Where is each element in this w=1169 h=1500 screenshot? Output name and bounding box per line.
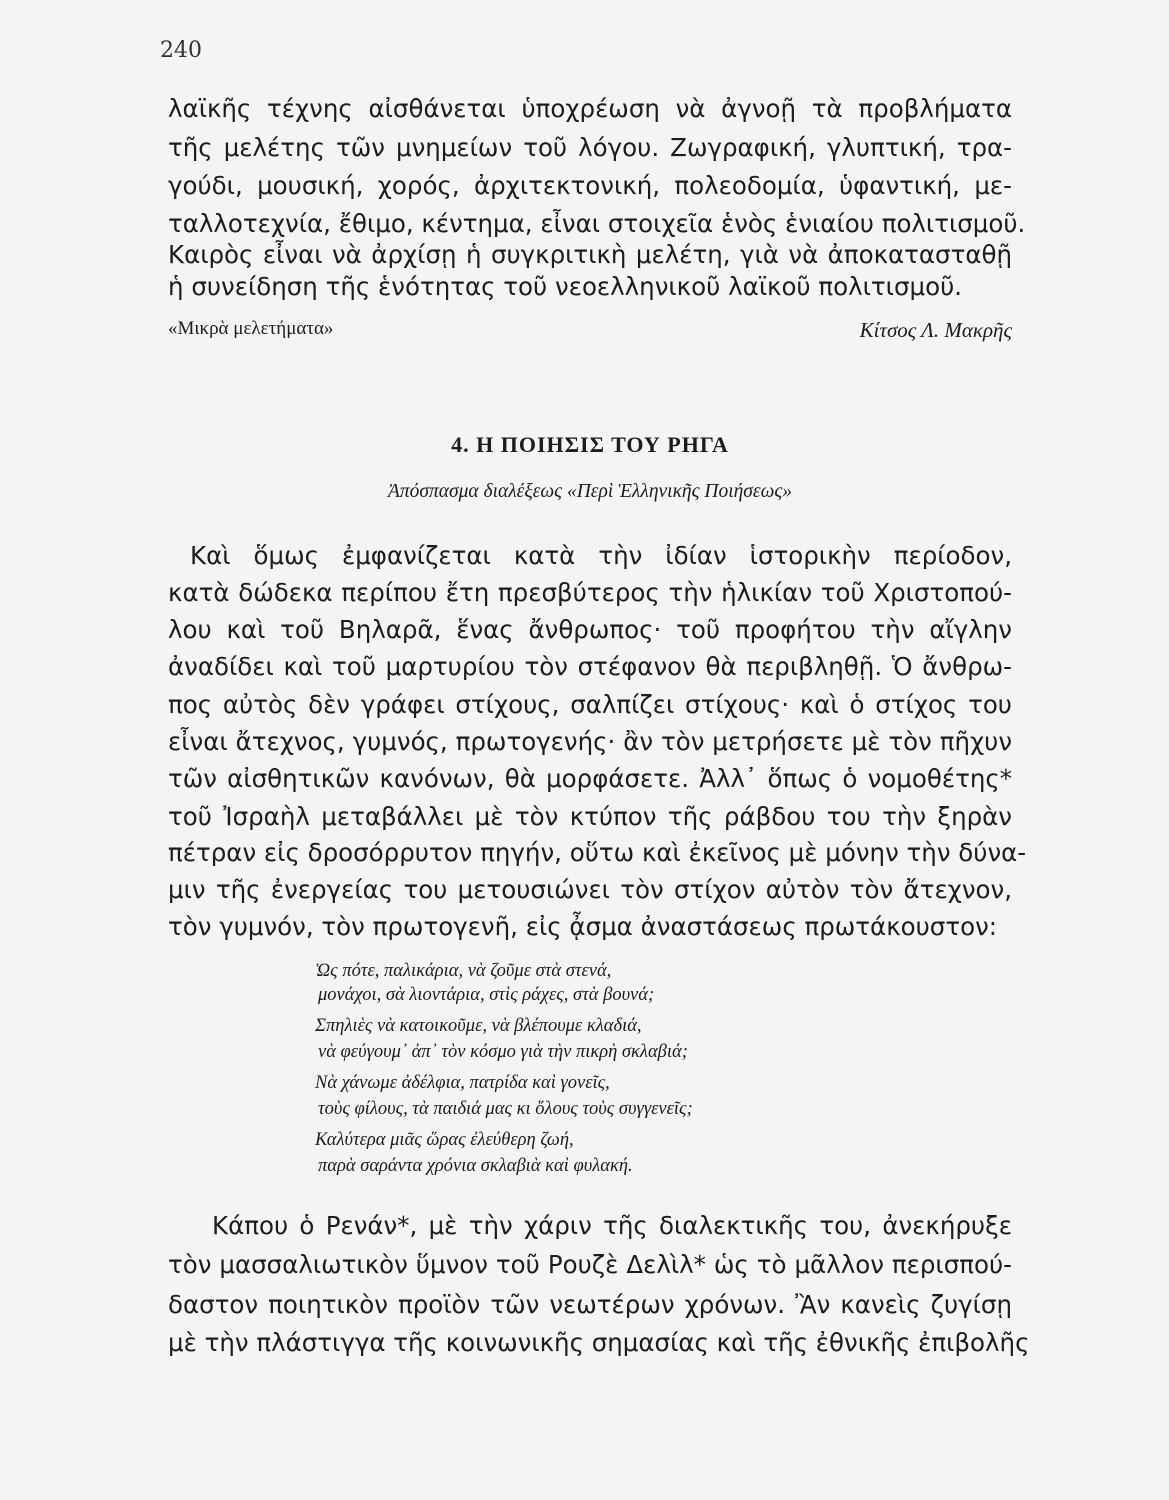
verse-line: Σπηλιὲς νὰ κατοικοῦμε, νὰ βλέπουμε κλαδιά, (315, 1016, 642, 1036)
text-line: γούδι, μουσική, χορός, ἀρχιτεκτονική, πολεοδομία, ὑφαντική, με- (168, 171, 1012, 200)
verse-line: μονάχοι, σὰ λιοντάρια, στὶς ράχες, στὰ βουνά; (318, 985, 655, 1005)
text-line: ἡ συνείδηση τῆς ἑνότητας τοῦ νεοελληνικοῦ λαϊκοῦ πολιτισμοῦ. (168, 272, 963, 301)
excerpt-subtitle: Ἀπόσπασμα διαλέξεως «Περὶ Ἑλληνικῆς Ποιήσεως» (387, 481, 793, 502)
verse-line: παρὰ σαράντα χρόνια σκλαβιὰ καὶ φυλακή. (318, 1156, 633, 1176)
verse-line: νὰ φεύγουμ᾽ ἀπ᾽ τὸν κόσμο γιὰ τὴν πικρὴ σκλαβιά; (318, 1042, 688, 1062)
verse-line: Καλύτερα μιᾶς ὥρας ἐλεύθερη ζωή, (315, 1130, 574, 1150)
text-line: λαϊκῆς τέχνης αἰσθάνεται ὑποχρέωση νὰ ἀγνοῇ τὰ προβλήματα (168, 94, 1012, 123)
text-line: Καιρὸς εἶναι νὰ ἀρχίσῃ ἡ συγκριτικὴ μελέτη, γιὰ νὰ ἀποκατασταθῇ (168, 240, 1012, 269)
text-line: τῶν αἰσθητικῶν κανόνων, θὰ μορφάσετε. Ἀλλ᾽ ὅπως ὁ νομοθέτης* (168, 764, 1012, 793)
author-signature: Κίτσος Λ. Μακρῆς (859, 318, 1012, 342)
text-line: πος αὐτὸς δὲν γράφει στίχους, σαλπίζει στίχους· καὶ ὁ στίχος του (168, 690, 1012, 719)
text-line: ἀναδίδει καὶ τοῦ μαρτυρίου τὸν στέφανον θὰ περιβληθῇ. Ὁ ἄνθρω- (168, 652, 1012, 681)
text-line: Καὶ ὅμως ἐμφανίζεται κατὰ τὴν ἰδίαν ἱστορικὴν περίοδον, (190, 541, 1012, 570)
verse-line: Νὰ χάνωμε ἀδέλφια, πατρίδα καὶ γονεῖς, (315, 1073, 610, 1093)
text-line: ταλλοτεχνία, ἔθιμο, κέντημα, εἶναι στοιχεῖα ἑνὸς ἑνιαίου πολιτισμοῦ. (168, 209, 1026, 238)
verse-line: τοὺς φίλους, τὰ παιδιά μας κι ὅλους τοὺς συγγενεῖς; (318, 1099, 693, 1119)
text-line: πέτραν εἰς δροσόρρυτον πηγήν, οὕτω καὶ ἐκεῖνος μὲ μόνην τὴν δύνα- (168, 838, 1027, 867)
text-line: τὸν γυμνόν, τὸν πρωτογενῆ, εἰς ᾆσμα ἀναστάσεως πρωτάκουστον: (168, 912, 998, 941)
text-line: μιν τῆς ἐνεργείας του μετουσιώνει τὸν στίχον αὐτὸν τὸν ἄτεχνον, (168, 875, 1012, 904)
verse-line: Ὡς πότε, παλικάρια, νὰ ζοῦμε στὰ στενά, (315, 961, 612, 981)
section-title: 4. Η ΠΟΙΗΣΙΣ ΤΟΥ ΡΗΓΑ (451, 432, 729, 457)
text-line: εἶναι ἄτεχνος, γυμνός, πρωτογενής· ἂν τὸν μετρήσετε μὲ τὸν πῆχυν (168, 727, 1012, 756)
text-line: δαστον ποιητικὸν προϊὸν τῶν νεωτέρων χρόνων. Ἂν κανεὶς ζυγίσῃ (168, 1290, 1012, 1319)
page-number: 240 (160, 38, 202, 63)
text-line: λου καὶ τοῦ Βηλαρᾶ, ἕνας ἄνθρωπος· τοῦ προφήτου τὴν αἴγλην (168, 615, 1012, 644)
text-line: τοῦ Ἰσραὴλ μεταβάλλει μὲ τὸν κτύπον τῆς ράβδου του τὴν ξηρὰν (168, 802, 1012, 831)
text-line: τῆς μελέτης τῶν μνημείων τοῦ λόγου. Ζωγραφική, γλυπτική, τρα- (168, 133, 1012, 162)
text-line: κατὰ δώδεκα περίπου ἔτη πρεσβύτερος τὴν ἡλικίαν τοῦ Χριστοπού- (168, 578, 1012, 607)
text-line: Κάπου ὁ Ρενάν*, μὲ τὴν χάριν τῆς διαλεκτικῆς του, ἀνεκήρυξε (212, 1211, 1012, 1240)
text-line: τὸν μασσαλιωτικὸν ὕμνον τοῦ Ρουζὲ Δελὶλ* ὡς τὸ μᾶλλον περισπού- (168, 1250, 1012, 1279)
text-line: μὲ τὴν πλάστιγγα τῆς κοινωνικῆς σημασίας καὶ τῆς ἐθνικῆς ἐπιβολῆς (168, 1328, 1030, 1357)
source-title: «Μικρὰ μελετήματα» (168, 318, 334, 339)
